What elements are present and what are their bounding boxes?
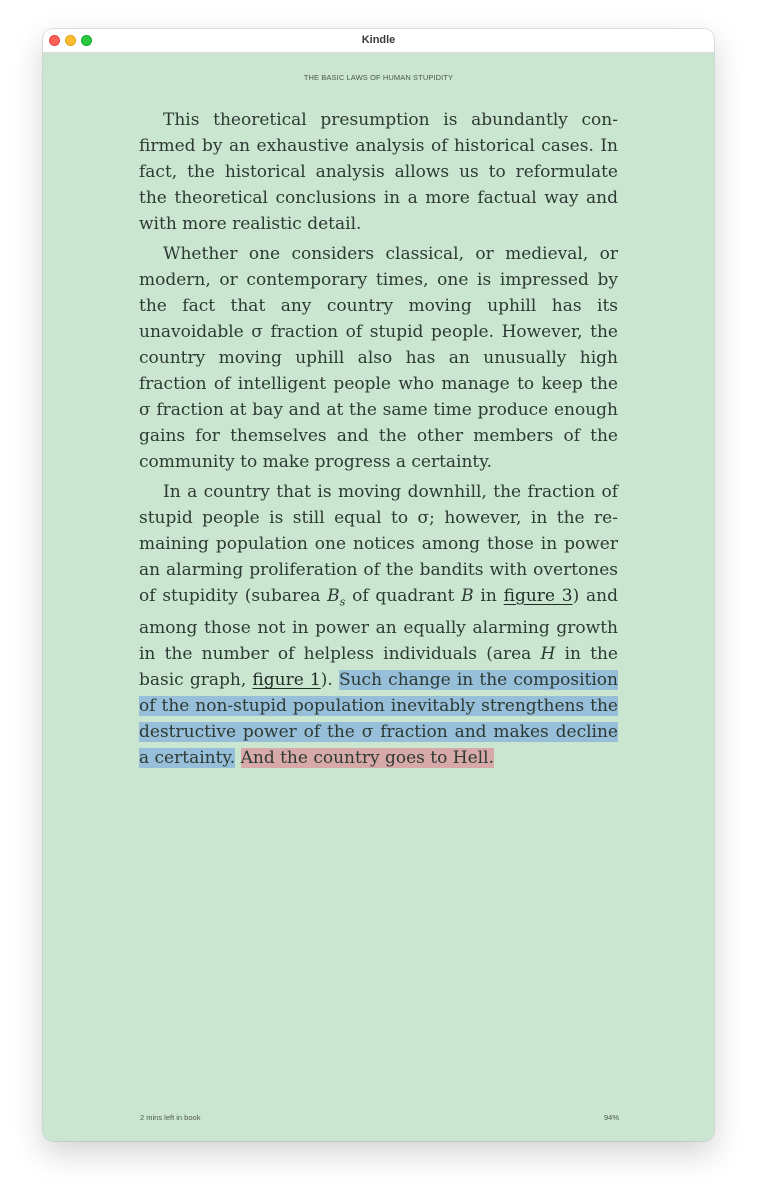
symbol-b: B bbox=[327, 586, 340, 606]
reading-page[interactable] bbox=[139, 107, 618, 775]
paragraph-3-text bbox=[235, 748, 240, 768]
paragraph-3-text: ) and among those not in power an equally alarming growth in the number of helpless individuals (area bbox=[139, 586, 618, 665]
paragraph-2: Whether one considers classical, or medieval, or modern, or contemporary times, one is impressed by the fact that any country moving uphill has its unavoidable σ fraction of stupid people. However, the country moving uphill also has an unusually high fraction of intelligent people who manage to keep the σ fraction at bay and at the same time produce enough gains for themselves and the other members of the community to make progress a certainty. bbox=[139, 244, 618, 472]
paragraph-3 bbox=[139, 479, 618, 771]
paragraph-3-text: In a country that is moving downhill, the fraction of stupid people is still equal to σ; however, in the remaining population one notices among those in power an alarming proliferation of the bandits with overtones of stupidity (subarea bbox=[139, 482, 618, 606]
paragraph-1: This theoretical presumption is abundantly confirmed by an exhaustive analysis of historical cases. In fact, the historical analysis allows us to reformulate the theoretical conclusions in a more factual way and with more realistic detail. bbox=[139, 110, 618, 234]
paragraph-3-text: ). bbox=[320, 670, 339, 691]
symbol-b: B bbox=[461, 586, 474, 606]
figure-3-link[interactable]: figure 3 bbox=[503, 586, 573, 606]
reading-progress: 94% bbox=[603, 1113, 619, 1122]
paragraph-3-text: in the basic graph, bbox=[139, 644, 618, 691]
window-title: Kindle bbox=[361, 34, 396, 46]
paragraph-3-text: in bbox=[473, 586, 504, 606]
time-left-in-book[interactable]: 2 mins left in book bbox=[140, 1113, 201, 1122]
blue-highlight[interactable]: Such change in the composition of the non-stupid population inevitably strengthens the destructive power of the σ fraction and makes decline a certainty. bbox=[139, 670, 618, 769]
paragraph-3-text: of quadrant bbox=[345, 586, 462, 606]
kindle-window bbox=[43, 29, 714, 1141]
running-head: THE BASIC LAWS OF HUMAN STUPIDITY bbox=[303, 73, 454, 82]
red-highlight[interactable]: And the country goes to Hell. bbox=[240, 748, 494, 769]
figure-1-link[interactable]: figure 1 bbox=[252, 670, 321, 691]
symbol-h: H bbox=[540, 644, 556, 665]
title-bar[interactable] bbox=[43, 29, 714, 53]
subscript-s: s bbox=[339, 595, 346, 609]
